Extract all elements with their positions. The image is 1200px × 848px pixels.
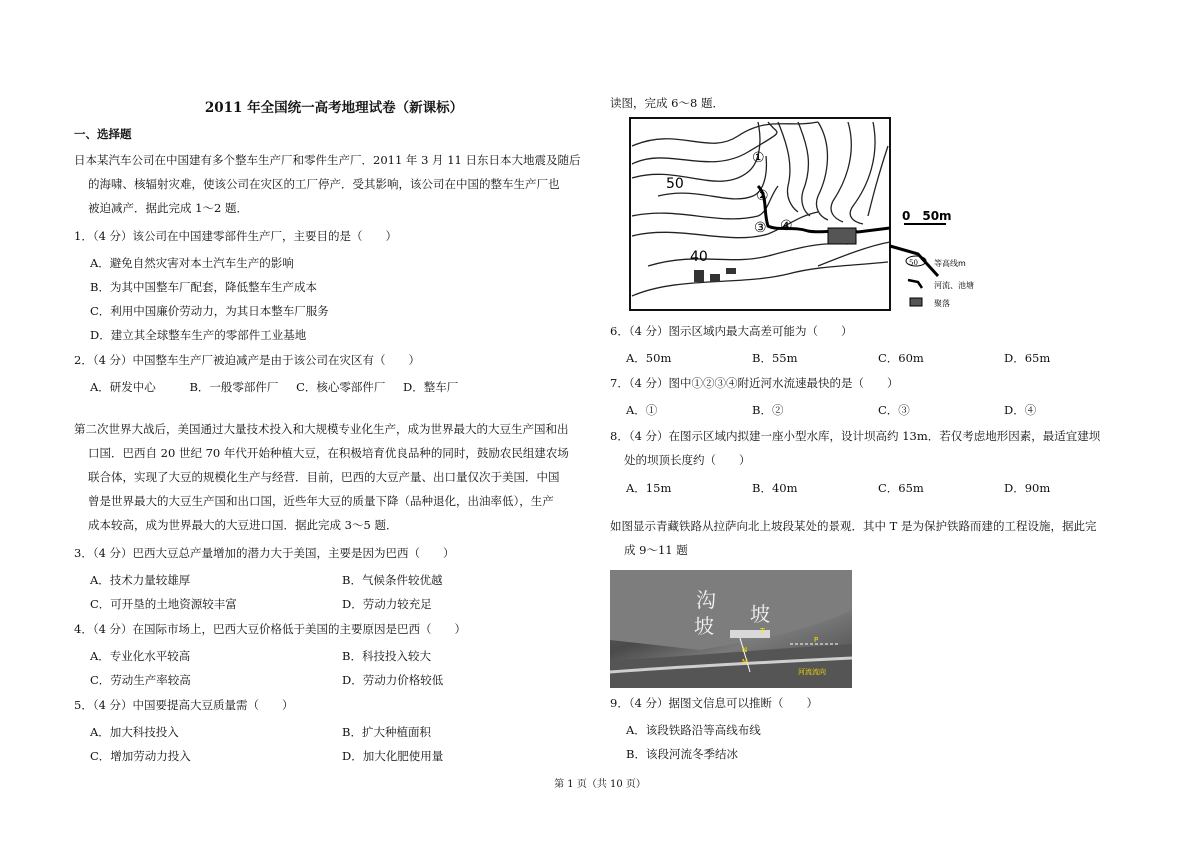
photo-ground — [610, 644, 852, 688]
question-1-option-d[interactable]: D．建立其全球整车生产的零部件工业基地 — [90, 328, 307, 343]
question-8-stem-line-1: 8．（4 分）在图示区域内拟建一座小型水库，设计坝高约 13m．若仅考虑地形因素，最适宜建坝 — [610, 429, 1101, 444]
point-4: ④ — [780, 218, 793, 235]
question-8-stem-line-2: 处的坝顶长度约（ ） — [624, 453, 751, 468]
question-6-option-b[interactable]: B．55m — [752, 351, 798, 366]
question-8-option-d[interactable]: D．90m — [1004, 481, 1051, 496]
question-4-option-d[interactable]: D．劳动力价格较低 — [342, 673, 444, 688]
photo-mark-n: N — [742, 646, 748, 655]
question-5-option-d[interactable]: D．加大化肥使用量 — [342, 749, 444, 764]
point-2: ② — [756, 188, 769, 205]
question-6-option-a[interactable]: A．50m — [626, 351, 672, 366]
right-column — [610, 96, 1130, 766]
question-3-option-b[interactable]: B．气候条件较优越 — [342, 573, 443, 588]
question-1-option-c[interactable]: C．利用中国廉价劳动力，为其日本整车厂服务 — [90, 304, 329, 319]
question-6-stem: 6．（4 分）图示区域内最大高差可能为（ ） — [610, 324, 853, 339]
passage-3-line-1: 如图显示青藏铁路从拉萨向北上坡段某处的景观．其中 T 是为保护铁路而建的工程设施，据此完 — [610, 519, 1097, 534]
contour-label-40: 40 — [690, 249, 708, 266]
question-4-options — [74, 644, 594, 692]
question-9-options — [610, 718, 1130, 766]
question-5-options — [74, 720, 594, 768]
point-1: ① — [752, 150, 765, 167]
question-7-option-b[interactable]: B．② — [752, 403, 784, 418]
legend-river-icon — [908, 280, 922, 288]
photo-mark-river: 河流流向 — [798, 668, 826, 677]
passage-2 — [74, 417, 594, 537]
passage-2-line-1: 第二次世界大战后，美国通过大量技术投入和大规模专业化生产，成为世界最大的大豆生产国和出 — [74, 422, 569, 437]
passage-1-line-3: 被迫减产．据此完成 1～2 题． — [88, 201, 248, 216]
question-8-option-c[interactable]: C．65m — [878, 481, 924, 496]
question-7-option-d[interactable]: D．④ — [1004, 403, 1037, 418]
question-6-option-c[interactable]: C．60m — [878, 351, 924, 366]
question-4-option-c[interactable]: C．劳动生产率较高 — [90, 673, 191, 688]
question-7-options — [610, 398, 1130, 422]
question-8-options — [610, 476, 1130, 500]
question-3-option-c[interactable]: C．可开垦的土地资源较丰富 — [90, 597, 237, 612]
page-footer: 第 1 页（共 10 页） — [554, 779, 646, 790]
point-3: ③ — [754, 220, 767, 237]
question-3-stem: 3．（4 分）巴西大豆总产量增加的潜力大于美国，主要是因为巴西（ ） — [74, 546, 455, 561]
question-1-option-b[interactable]: B．为其中国整车厂配套，降低整车生产成本 — [90, 280, 317, 295]
left-column — [74, 96, 594, 768]
question-2-option-a[interactable]: A．研发中心 — [90, 380, 156, 395]
question-6-options — [610, 346, 1130, 370]
passage-1-line-1: 日本某汽车公司在中国建有多个整车生产厂和零件生产厂．2011 年 3 月 11 日东日本大地震及随后 — [74, 153, 581, 168]
settlement-2 — [710, 274, 720, 282]
question-1-option-a[interactable]: A．避免自然灾害对本土汽车生产的影响 — [90, 256, 294, 271]
photo-label-po-left: 坡 — [694, 614, 714, 639]
legend-settlement-icon — [910, 298, 922, 306]
photo-label-gou: 沟 — [696, 588, 716, 613]
question-8-stem — [610, 424, 1130, 472]
passage-3-line-2: 成 9～11 题 — [624, 543, 688, 558]
legend-settlement: 聚落 — [934, 299, 950, 309]
settlement-3 — [726, 268, 736, 274]
passage-1 — [74, 148, 594, 220]
passage-2-line-2: 口国．巴西自 20 世纪 70 年代开始种植大豆，在积极培育优良品种的同时，鼓励农民组建农场 — [88, 446, 569, 461]
settlement-1 — [694, 270, 704, 282]
legend-river: 河流、池塘 — [934, 281, 974, 291]
question-9-option-a[interactable]: A．该段铁路沿等高线布线 — [626, 723, 761, 738]
legend-contour-value: 50 — [909, 259, 918, 268]
question-8-option-b[interactable]: B．40m — [752, 481, 798, 496]
section-title: 一、选择题 — [74, 126, 132, 141]
question-7-stem: 7．（4 分）图中①②③④附近河水流速最快的是（ ） — [610, 376, 899, 391]
question-1-options — [74, 251, 594, 347]
question-3-option-a[interactable]: A．技术力量较雄厚 — [90, 573, 191, 588]
contour-map-svg — [618, 116, 1038, 316]
question-2-options — [74, 375, 594, 399]
question-4-option-b[interactable]: B．科技投入较大 — [342, 649, 431, 664]
contour-label-50: 50 — [666, 176, 684, 193]
question-7-option-a[interactable]: A．① — [626, 403, 658, 418]
page-title: 2011 年全国统一高考地理试卷（新课标） — [204, 100, 464, 116]
settlement-large — [828, 228, 856, 244]
question-2-option-c[interactable]: C．核心零部件厂 — [296, 380, 386, 395]
question-3-option-d[interactable]: D．劳动力较充足 — [342, 597, 432, 612]
passage-2-line-4: 曾是世界最大的大豆生产国和出口国，近些年大豆的质量下降（品种退化，出油率低），生产 — [88, 494, 554, 509]
question-9-stem: 9．（4 分）据图文信息可以推断（ ） — [610, 696, 819, 711]
question-1-stem: 1．（4 分）该公司在中国建零部件生产厂，主要目的是（ ） — [74, 229, 398, 244]
photo-mark-t: T — [760, 627, 765, 637]
photo-mark-p: P — [814, 636, 819, 645]
question-4-stem: 4．（4 分）在国际市场上，巴西大豆价格低于美国的主要原因是巴西（ ） — [74, 622, 467, 637]
question-2-option-d[interactable]: D．整车厂 — [403, 380, 459, 395]
question-4-option-a[interactable]: A．专业化水平较高 — [90, 649, 191, 664]
question-5-stem: 5．（4 分）中国要提高大豆质量需（ ） — [74, 698, 294, 713]
question-2-stem: 2．（4 分）中国整车生产厂被迫减产是由于该公司在灾区有（ ） — [74, 353, 421, 368]
question-9-option-b[interactable]: B．该段河流冬季结冰 — [626, 747, 738, 762]
passage-3 — [610, 514, 1130, 562]
question-8-option-a[interactable]: A．15m — [626, 481, 672, 496]
photo-label-po-right: 坡 — [750, 602, 770, 627]
map-intro: 读图，完成 6～8 题． — [610, 96, 724, 110]
map-scale: 0 50m — [902, 209, 952, 224]
passage-1-line-2: 的海啸、核辐射灾难，使该公司在灾区的工厂停产．受其影响，该公司在中国的整车生产厂也 — [88, 177, 560, 192]
question-3-options — [74, 568, 594, 616]
question-6-option-d[interactable]: D．65m — [1004, 351, 1051, 366]
landscape-photo — [610, 570, 852, 688]
question-7-option-c[interactable]: C．③ — [878, 403, 910, 418]
passage-2-line-3: 联合体，实现了大豆的规模化生产与经营．目前，巴西的大豆产量、出口量仅次于美国．中国 — [88, 470, 560, 485]
question-5-option-a[interactable]: A．加大科技投入 — [90, 725, 179, 740]
contour-map — [618, 116, 1038, 316]
question-5-option-c[interactable]: C．增加劳动力投入 — [90, 749, 191, 764]
legend-contour: 等高线m — [934, 259, 966, 269]
question-2-option-b[interactable]: B．一般零部件厂 — [189, 380, 279, 395]
question-5-option-b[interactable]: B．扩大种植面积 — [342, 725, 431, 740]
photo-mark-m: M — [742, 658, 749, 667]
passage-2-line-5: 成本较高，成为世界最大的大豆进口国．据此完成 3～5 题． — [88, 518, 398, 533]
